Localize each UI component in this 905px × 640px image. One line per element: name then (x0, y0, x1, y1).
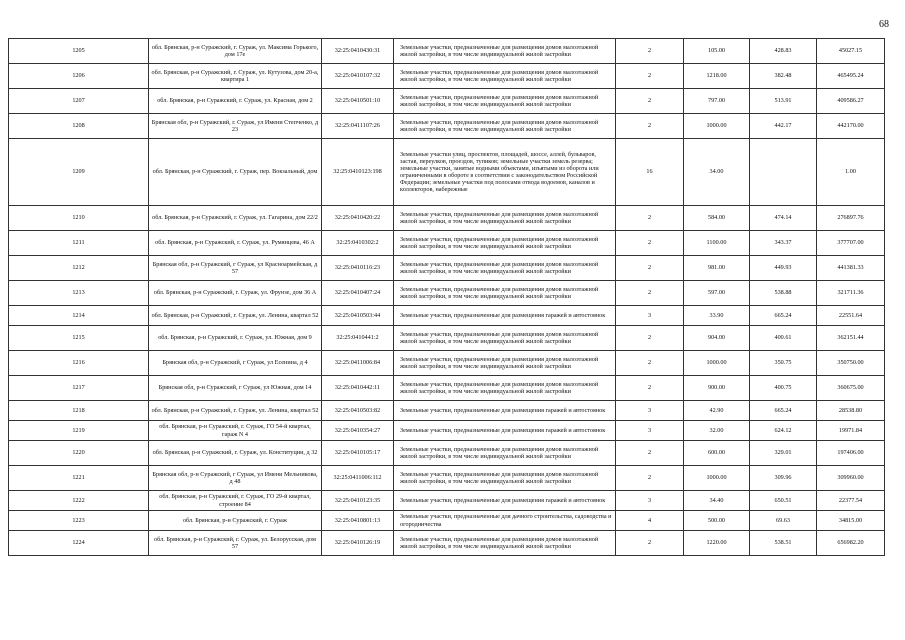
cadastral-number-cell: 32:25:0410503:44 (322, 306, 394, 326)
use-group-cell: 2 (616, 376, 684, 401)
table-row (9, 491, 885, 511)
specific-value-cell: 538.88 (750, 281, 817, 306)
area-cell: 1220.00 (684, 531, 750, 556)
specific-value-cell: 428.83 (750, 39, 817, 64)
cadastral-value-cell: 350750.00 (817, 351, 885, 376)
specific-value-cell: 474.14 (750, 206, 817, 231)
row-number: 1206 (9, 64, 149, 89)
address-cell: Брянская обл, р-н Суражский, г Сураж, ул Имени Мельникова, д 48 (149, 466, 322, 491)
use-group-cell: 2 (616, 281, 684, 306)
address-cell: обл. Брянская, р-н Суражский, г. Сураж, ул. Максима Горького, дом 17е (149, 39, 322, 64)
row-number: 1214 (9, 306, 149, 326)
address-cell: Брянская обл, р-н Суражский, г Сураж, ул Есенина, д 4 (149, 351, 322, 376)
cadastral-value-cell: 442170.00 (817, 114, 885, 139)
cadastral-value-cell: 360675.00 (817, 376, 885, 401)
use-group-cell: 2 (616, 206, 684, 231)
cadastral-value-cell: 309960.00 (817, 466, 885, 491)
specific-value-cell: 513.91 (750, 89, 817, 114)
cadastral-number-cell: 32:25:0410430:31 (322, 39, 394, 64)
table-row (9, 466, 885, 491)
row-number: 1216 (9, 351, 149, 376)
address-cell: обл. Брянская, р-н Суражский, г. Сураж, ул. Гагарина, дом 22/2 (149, 206, 322, 231)
area-cell: 33.90 (684, 306, 750, 326)
specific-value-cell: 69.63 (750, 511, 817, 531)
row-number: 1210 (9, 206, 149, 231)
area-cell: 1000.00 (684, 351, 750, 376)
cadastral-number-cell: 32:25:0410354:27 (322, 421, 394, 441)
land-use-cell: Земельные участки, предназначенные для размещения домов малоэтажной жилой застройки, в том числе индивидуальной жилой застройки (394, 64, 616, 89)
use-group-cell: 3 (616, 401, 684, 421)
land-use-cell: Земельные участки, предназначенные для размещения домов малоэтажной жилой застройки, в том числе индивидуальной жилой застройки (394, 114, 616, 139)
use-group-cell: 3 (616, 421, 684, 441)
table-row (9, 441, 885, 466)
specific-value-cell: 442.17 (750, 114, 817, 139)
use-group-cell: 3 (616, 306, 684, 326)
table-row (9, 139, 885, 206)
cadastral-number-cell: 32:25:0410407:24 (322, 281, 394, 306)
address-cell: обл. Брянская, р-н Суражский, г. Сураж, ул. Ленина, квартал 52 (149, 306, 322, 326)
row-number: 1212 (9, 256, 149, 281)
address-cell: обл. Брянская, р-н Суражский, г. Сураж, ул. Ленина, квартал 52 (149, 401, 322, 421)
address-cell: обл. Брянская, р-н Суражский, г. Сураж, ул. Румянцева, 46 А (149, 231, 322, 256)
address-cell: обл. Брянская, р-н Суражский, г. Сураж, ул. Красная, дом 2 (149, 89, 322, 114)
table-row (9, 39, 885, 64)
row-number: 1209 (9, 139, 149, 206)
land-use-cell: Земельные участки, предназначенные для размещения домов малоэтажной жилой застройки, в том числе индивидуальной жилой застройки (394, 466, 616, 491)
address-cell: Брянская обл, р-н Суражский, г Сураж, ул Красноармейская, д 57 (149, 256, 322, 281)
use-group-cell: 2 (616, 531, 684, 556)
use-group-cell: 3 (616, 491, 684, 511)
land-use-cell: Земельные участки, предназначенные для размещения домов малоэтажной жилой застройки, в том числе индивидуальной жилой застройки (394, 376, 616, 401)
cadastral-value-cell: 22377.54 (817, 491, 885, 511)
use-group-cell: 2 (616, 441, 684, 466)
area-cell: 600.00 (684, 441, 750, 466)
area-cell: 32.00 (684, 421, 750, 441)
use-group-cell: 2 (616, 89, 684, 114)
cadastral-value-cell: 409586.27 (817, 89, 885, 114)
use-group-cell: 2 (616, 466, 684, 491)
cadastral-number-cell: 32:25:0410123:35 (322, 491, 394, 511)
table-row (9, 421, 885, 441)
address-cell: обл. Брянская, р-н Суражский, г. Сураж, ГО 29-й квартал, строение 84 (149, 491, 322, 511)
address-cell: обл. Брянская, р-н Суражский, г. Сураж, пер. Вокзальный, дом (149, 139, 322, 206)
area-cell: 34.40 (684, 491, 750, 511)
row-number: 1213 (9, 281, 149, 306)
row-number: 1217 (9, 376, 149, 401)
use-group-cell: 2 (616, 256, 684, 281)
use-group-cell: 2 (616, 351, 684, 376)
table-row (9, 206, 885, 231)
specific-value-cell: 538.51 (750, 531, 817, 556)
table-row (9, 531, 885, 556)
area-cell: 904.00 (684, 326, 750, 351)
table-row (9, 231, 885, 256)
cadastral-number-cell: 32:25:0410442:11 (322, 376, 394, 401)
cadastral-number-cell: 32:25:0410420:22 (322, 206, 394, 231)
cadastral-value-cell: 197406.00 (817, 441, 885, 466)
area-cell: 1000.00 (684, 466, 750, 491)
use-group-cell: 2 (616, 64, 684, 89)
cadastral-number-cell: 32:25:0411107:26 (322, 114, 394, 139)
area-cell: 797.00 (684, 89, 750, 114)
use-group-cell: 2 (616, 326, 684, 351)
cadastral-number-cell: 32:25:0411006:112 (322, 466, 394, 491)
cadastral-number-cell: 32:25:0410105:17 (322, 441, 394, 466)
land-use-cell: Земельные участки, предназначенные для размещения домов малоэтажной жилой застройки, в том числе индивидуальной жилой застройки (394, 441, 616, 466)
row-number: 1215 (9, 326, 149, 351)
cadastral-value-cell: 28538.80 (817, 401, 885, 421)
table-row (9, 114, 885, 139)
table-row (9, 376, 885, 401)
cadastral-number-cell: 32:25:0410441:2 (322, 326, 394, 351)
area-cell: 34.00 (684, 139, 750, 206)
land-use-cell: Земельные участки, предназначенные для размещения домов малоэтажной жилой застройки, в том числе индивидуальной жилой застройки (394, 256, 616, 281)
land-use-cell: Земельные участки, предназначенные для размещения домов малоэтажной жилой застройки, в том числе индивидуальной жилой застройки (394, 89, 616, 114)
specific-value-cell: 350.75 (750, 351, 817, 376)
address-cell: Брянская обл, р-н Суражский, г. Сураж, ул Имени Степченко, д 23 (149, 114, 322, 139)
specific-value-cell: 329.01 (750, 441, 817, 466)
specific-value-cell: 400.61 (750, 326, 817, 351)
row-number: 1220 (9, 441, 149, 466)
area-cell: 597.00 (684, 281, 750, 306)
row-number: 1219 (9, 421, 149, 441)
table-row (9, 64, 885, 89)
land-use-cell: Земельные участки, предназначенные для размещения гаражей и автостоянок (394, 306, 616, 326)
address-cell: обл. Брянская, р-н Суражский, г. Сураж, ул. Фрунзе, дом 36 А (149, 281, 322, 306)
use-group-cell: 2 (616, 114, 684, 139)
cadastral-value-cell: 22551.64 (817, 306, 885, 326)
land-use-cell: Земельные участки, предназначенные для размещения домов малоэтажной жилой застройки, в том числе индивидуальной жилой застройки (394, 39, 616, 64)
address-cell: обл. Брянская, р-н Суражский, г. Сураж, ул. Белорусская, дом 57 (149, 531, 322, 556)
table-row (9, 401, 885, 421)
address-cell: обл. Брянская, р-н Суражский, г. Сураж (149, 511, 322, 531)
area-cell: 1218.00 (684, 64, 750, 89)
table-row (9, 256, 885, 281)
area-cell: 105.00 (684, 39, 750, 64)
land-use-cell: Земельные участки, предназначенные для размещения гаражей и автостоянок (394, 491, 616, 511)
specific-value-cell: 665.24 (750, 401, 817, 421)
use-group-cell: 16 (616, 139, 684, 206)
area-cell: 981.00 (684, 256, 750, 281)
area-cell: 900.00 (684, 376, 750, 401)
table-row (9, 281, 885, 306)
row-number: 1207 (9, 89, 149, 114)
cadastral-value-cell: 19971.84 (817, 421, 885, 441)
area-cell: 1100.00 (684, 231, 750, 256)
address-cell: обл. Брянская, р-н Суражский, г. Сураж, ул. Конституции, д 32 (149, 441, 322, 466)
page-number: 68 (879, 19, 889, 30)
land-use-cell: Земельные участки, предназначенные для размещения домов малоэтажной жилой застройки, в том числе индивидуальной жилой застройки (394, 231, 616, 256)
cadastral-value-cell: 362151.44 (817, 326, 885, 351)
land-use-cell: Земельные участки улиц, проспектов, площадей, шоссе, аллей, бульваров, застав, переулков, проездов, тупиков; земельные участки земель резерва; земельные участки, занятые водными объектами, изъятыми из оборота или ограниченными в обороте в соответствии с законодательством Российской Федерации; земельные участки под полосами отвода водоемов, каналов и коллекторов, набережные (394, 139, 616, 206)
table-row (9, 89, 885, 114)
table-body (9, 39, 885, 556)
row-number: 1223 (9, 511, 149, 531)
cadastral-value-cell: 45027.15 (817, 39, 885, 64)
land-use-cell: Земельные участки, предназначенные для размещения домов малоэтажной жилой застройки, в том числе индивидуальной жилой застройки (394, 281, 616, 306)
specific-value-cell: 309.96 (750, 466, 817, 491)
cadastral-number-cell: 32:25:0410801:13 (322, 511, 394, 531)
specific-value-cell: 382.48 (750, 64, 817, 89)
cadastral-number-cell: 32:25:0410501:10 (322, 89, 394, 114)
land-use-cell: Земельные участки, предназначенные для размещения домов малоэтажной жилой застройки, в том числе индивидуальной жилой застройки (394, 206, 616, 231)
row-number: 1208 (9, 114, 149, 139)
address-cell: обл. Брянская, р-н Суражский, г. Сураж, ГО 54-й квартал, гараж N 4 (149, 421, 322, 441)
use-group-cell: 2 (616, 231, 684, 256)
area-cell: 1000.00 (684, 114, 750, 139)
row-number: 1211 (9, 231, 149, 256)
cadastral-value-cell: 321711.36 (817, 281, 885, 306)
cadastral-number-cell: 32:25:0410503:82 (322, 401, 394, 421)
use-group-cell: 4 (616, 511, 684, 531)
specific-value-cell (750, 139, 817, 206)
land-use-cell: Земельные участки, предназначенные для размещения гаражей и автостоянок (394, 421, 616, 441)
use-group-cell: 2 (616, 39, 684, 64)
land-use-cell: Земельные участки, предназначенные для размещения домов малоэтажной жилой застройки, в том числе индивидуальной жилой застройки (394, 326, 616, 351)
cadastral-value-cell: 377707.00 (817, 231, 885, 256)
table-row (9, 511, 885, 531)
cadastral-number-cell: 32:25:0410116:23 (322, 256, 394, 281)
specific-value-cell: 650.51 (750, 491, 817, 511)
cadastral-value-table (8, 38, 885, 556)
cadastral-number-cell: 32:25:0410126:19 (322, 531, 394, 556)
area-cell: 500.00 (684, 511, 750, 531)
table-row (9, 306, 885, 326)
cadastral-value-cell: 34815.00 (817, 511, 885, 531)
cadastral-number-cell: 32:25:0411006:84 (322, 351, 394, 376)
table-row (9, 351, 885, 376)
row-number: 1224 (9, 531, 149, 556)
land-use-cell: Земельные участки, предназначенные для дачного строительства, садоводства и огородничества (394, 511, 616, 531)
specific-value-cell: 449.93 (750, 256, 817, 281)
cadastral-number-cell: 32:25:0410123:198 (322, 139, 394, 206)
row-number: 1222 (9, 491, 149, 511)
cadastral-value-cell: 1.00 (817, 139, 885, 206)
land-use-cell: Земельные участки, предназначенные для размещения гаражей и автостоянок (394, 401, 616, 421)
cadastral-number-cell: 32:25:0410107:32 (322, 64, 394, 89)
cadastral-value-cell: 656982.20 (817, 531, 885, 556)
cadastral-number-cell: 32:25:0410302:2 (322, 231, 394, 256)
specific-value-cell: 343.37 (750, 231, 817, 256)
land-use-cell: Земельные участки, предназначенные для размещения домов малоэтажной жилой застройки, в том числе индивидуальной жилой застройки (394, 351, 616, 376)
address-cell: обл. Брянская, р-н Суражский, г. Сураж, ул. Южная, дом 9 (149, 326, 322, 351)
specific-value-cell: 665.24 (750, 306, 817, 326)
row-number: 1205 (9, 39, 149, 64)
row-number: 1221 (9, 466, 149, 491)
address-cell: Брянская обл, р-н Суражский, г Сураж, ул Южная, дом 14 (149, 376, 322, 401)
cadastral-value-cell: 276897.76 (817, 206, 885, 231)
row-number: 1218 (9, 401, 149, 421)
specific-value-cell: 400.75 (750, 376, 817, 401)
table-row (9, 326, 885, 351)
address-cell: обл. Брянская, р-н Суражский, г. Сураж, ул. Кутузова, дом 20-а, квартира 1 (149, 64, 322, 89)
area-cell: 584.00 (684, 206, 750, 231)
cadastral-value-cell: 465495.24 (817, 64, 885, 89)
specific-value-cell: 624.12 (750, 421, 817, 441)
cadastral-value-cell: 441381.33 (817, 256, 885, 281)
land-use-cell: Земельные участки, предназначенные для размещения домов малоэтажной жилой застройки, в том числе индивидуальной жилой застройки (394, 531, 616, 556)
area-cell: 42.90 (684, 401, 750, 421)
